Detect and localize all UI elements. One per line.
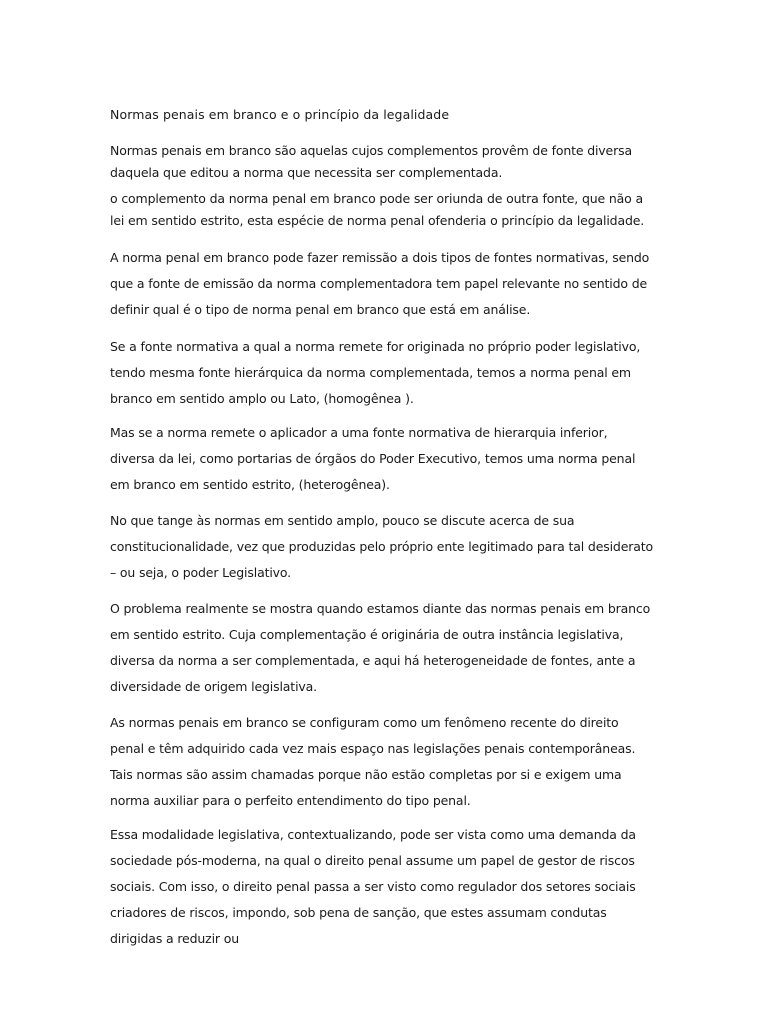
intro-paragraph: o complemento da norma penal em branco pode ser oriunda de outra fonte, que não a lei em sentido estrito, esta espécie de norma penal ofenderia o princípio da legalidade. [110,191,645,228]
body-paragraph: No que tange às normas em sentido amplo, pouco se discute acerca de sua constitucionalidade, vez que produzidas pelo próprio ente legitimado para tal desiderato – ou seja, o poder Legislativo. [110,513,654,580]
body-paragraph: O problema realmente se mostra quando estamos diante das normas penais em branco em sentido estrito. Cuja complementação é originária de outra instância legislativa, diversa da norma a ser complementada, e aqui há heterogeneidade de fontes, ante a diversidade de origem legislativa. [110,601,651,694]
intro-paragraph: Normas penais em branco são aquelas cujos complementos provêm de fonte diversa daquela que editou a norma que necessita ser complementada. [110,143,632,180]
body-paragraph: A norma penal em branco pode fazer remissão a dois tipos de fontes normativas, sendo que a fonte de emissão da norma complementadora tem papel relevante no sentido de definir qual é o tipo de norma penal em branco que está em análise. [110,250,650,317]
body-paragraph: Se a fonte normativa a qual a norma remete for originada no próprio poder legislativo, tendo mesma fonte hierárquica da norma complementada, temos a norma penal em branco em sentido amplo ou Lato, (homogênea ). [110,339,641,406]
document-title: Normas penais em branco e o princípio da legalidade [110,107,450,122]
body-paragraph: Mas se a norma remete o aplicador a uma fonte normativa de hierarquia inferior, diversa da lei, como portarias de órgãos do Poder Executivo, temos uma norma penal em branco em sentido estrito, (heterogênea). [110,425,636,492]
body-paragraph: Essa modalidade legislativa, contextualizando, pode ser vista como uma demanda da sociedade pós-moderna, na qual o direito penal assume um papel de gestor de riscos sociais. Com isso, o direito penal passa a ser visto como regulador dos setores sociais criadores de riscos, impondo, sob pena de sanção, que estes assumam condutas dirigidas a reduzir ou [110,827,636,946]
body-paragraph: As normas penais em branco se configuram como um fenômeno recente do direito penal e têm adquirido cada vez mais espaço nas legislações penais contemporâneas. Tais normas são assim chamadas porque não estão completas por si e exigem uma norma auxiliar para o perfeito entendimento do tipo penal. [110,715,636,808]
